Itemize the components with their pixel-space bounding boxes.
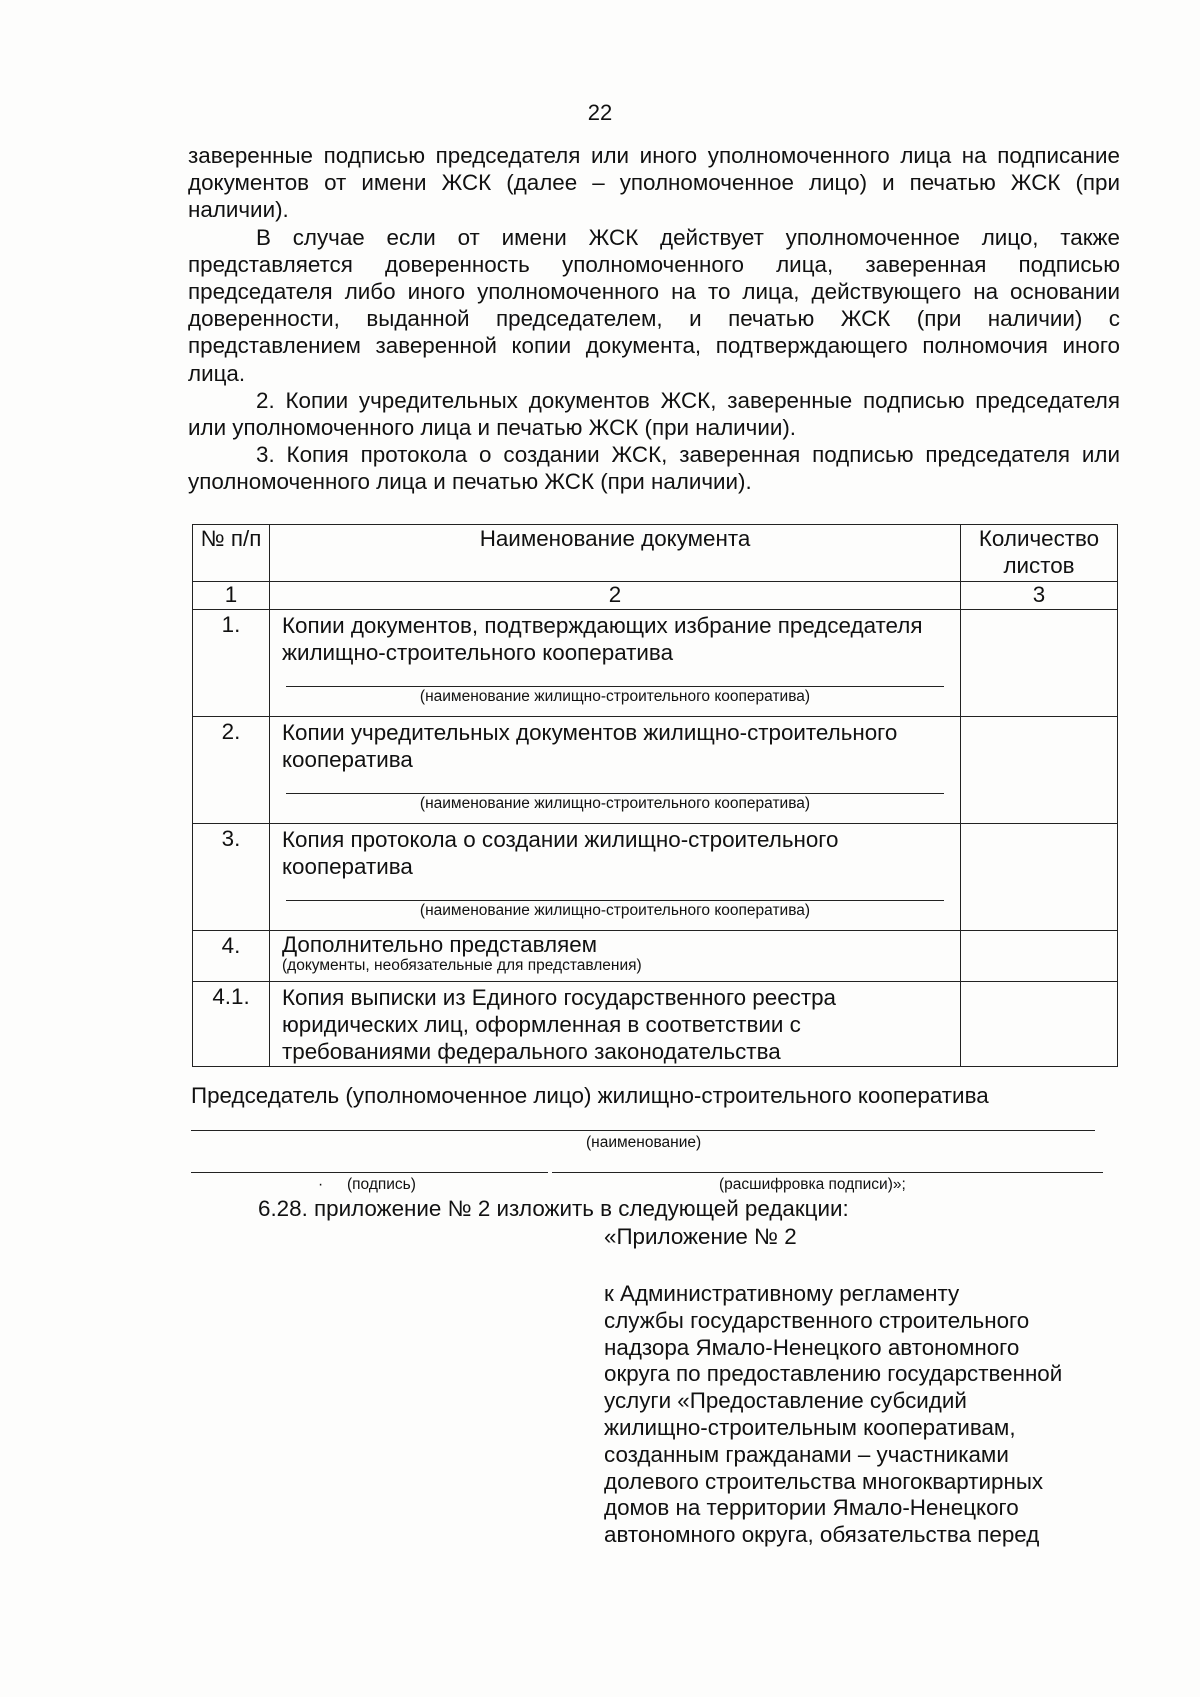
- decode-caption: (расшифровка подписи)»;: [719, 1176, 906, 1193]
- signature-line: [191, 1172, 548, 1173]
- name-caption: (наименование): [586, 1134, 702, 1151]
- signature-dot: ·: [318, 1176, 324, 1193]
- body-text: [188, 142, 1120, 496]
- paragraph-3: 2. Копии учредительных документов ЖСК, заверенные подписью председателя или уполномоченного лица и печатью ЖСК (при наличии).: [188, 387, 1120, 441]
- row-sheet-count: [961, 610, 1118, 717]
- row-number: 1.: [193, 610, 270, 717]
- page-number: 22: [587, 100, 613, 125]
- appendix-title: «Приложение № 2: [604, 1224, 797, 1249]
- signature-caption: (подпись): [347, 1176, 416, 1193]
- column-number-1: 1: [193, 582, 270, 610]
- cooperative-name-caption: (наименование жилищно-строительного кооператива): [286, 900, 944, 920]
- row-document-name: Копии учредительных документов жилищно-строительного кооператива: [282, 720, 898, 772]
- name-line: [191, 1130, 1095, 1131]
- row-number: 2.: [193, 717, 270, 824]
- header-sheet-count: Количество листов: [961, 525, 1118, 582]
- column-number-row: [193, 582, 1118, 610]
- row-document-cell: [270, 982, 961, 1067]
- table-row: [193, 824, 1118, 931]
- row-sheet-count: [961, 717, 1118, 824]
- table-row: [193, 982, 1118, 1067]
- row-document-name: Копия выписки из Единого государственного реестра юридических лиц, оформленная в соответствии с требованиями федерального законодательства: [282, 985, 837, 1064]
- signature-title: Председатель (уполномоченное лицо) жилищно-строительного кооператива: [191, 1083, 989, 1108]
- row-sheet-count: [961, 824, 1118, 931]
- amendment-text: 6.28. приложение № 2 изложить в следующей редакции:: [258, 1196, 849, 1221]
- paragraph-2: В случае если от имени ЖСК действует уполномоченное лицо, также представляется доверенность уполномоченного лица, заверенная подписью председателя либо иного уполномоченного на то лица, действующего на основании доверенности, выданной председателем, и печатью ЖСК (при наличии) с представлением заверенной копии документа, подтверждающего полномочия иного лица.: [188, 224, 1120, 386]
- appendix-text: к Административному регламенту службы государственного строительного надзора Ямало-Ненецкого автономного округа по предоставлению государственной услуги «Предоставление субсидий жилищно-строительным кооперативам, созданным гражданами – участниками долевого строительства многоквартирных домов на территории Ямало-Ненецкого автономного округа, обязательства перед: [604, 1281, 1063, 1548]
- row-document-name: Копии документов, подтверждающих избрание председателя жилищно-строительного кооператива: [282, 613, 923, 665]
- row-document-name: Копия протокола о создании жилищно-строительного кооператива: [282, 827, 839, 879]
- row-number: 4.1.: [193, 982, 270, 1067]
- header-document-name: Наименование документа: [270, 525, 961, 582]
- row-document-cell: [270, 717, 961, 824]
- table-row: [193, 931, 1118, 982]
- row-document-cell: [270, 610, 961, 717]
- column-number-2: 2: [270, 582, 961, 610]
- cooperative-name-caption: (наименование жилищно-строительного кооператива): [286, 793, 944, 813]
- paragraph-1: заверенные подписью председателя или иного уполномоченного лица на подписание документов от имени ЖСК (далее – уполномоченное лицо) и печатью ЖСК (при наличии).: [188, 143, 1120, 223]
- column-number-3: 3: [961, 582, 1118, 610]
- row-document-note: (документы, необязательные для представления): [282, 957, 642, 974]
- decode-line: [552, 1172, 1103, 1173]
- row-number: 3.: [193, 824, 270, 931]
- row-sheet-count: [961, 982, 1118, 1067]
- paragraph-4: 3. Копия протокола о создании ЖСК, заверенная подписью председателя или уполномоченного лица и печатью ЖСК (при наличии).: [188, 442, 1120, 495]
- table-row: [193, 610, 1118, 717]
- row-number: 4.: [193, 931, 270, 982]
- row-document-name: Дополнительно представляем: [282, 932, 598, 957]
- row-sheet-count: [961, 931, 1118, 982]
- row-document-cell: [270, 931, 961, 982]
- table-row: [193, 717, 1118, 824]
- documents-table: [192, 524, 1118, 1067]
- cooperative-name-caption: (наименование жилищно-строительного кооператива): [286, 686, 944, 706]
- table-header-row: [193, 525, 1118, 582]
- header-number: № п/п: [193, 525, 270, 582]
- row-document-cell: [270, 824, 961, 931]
